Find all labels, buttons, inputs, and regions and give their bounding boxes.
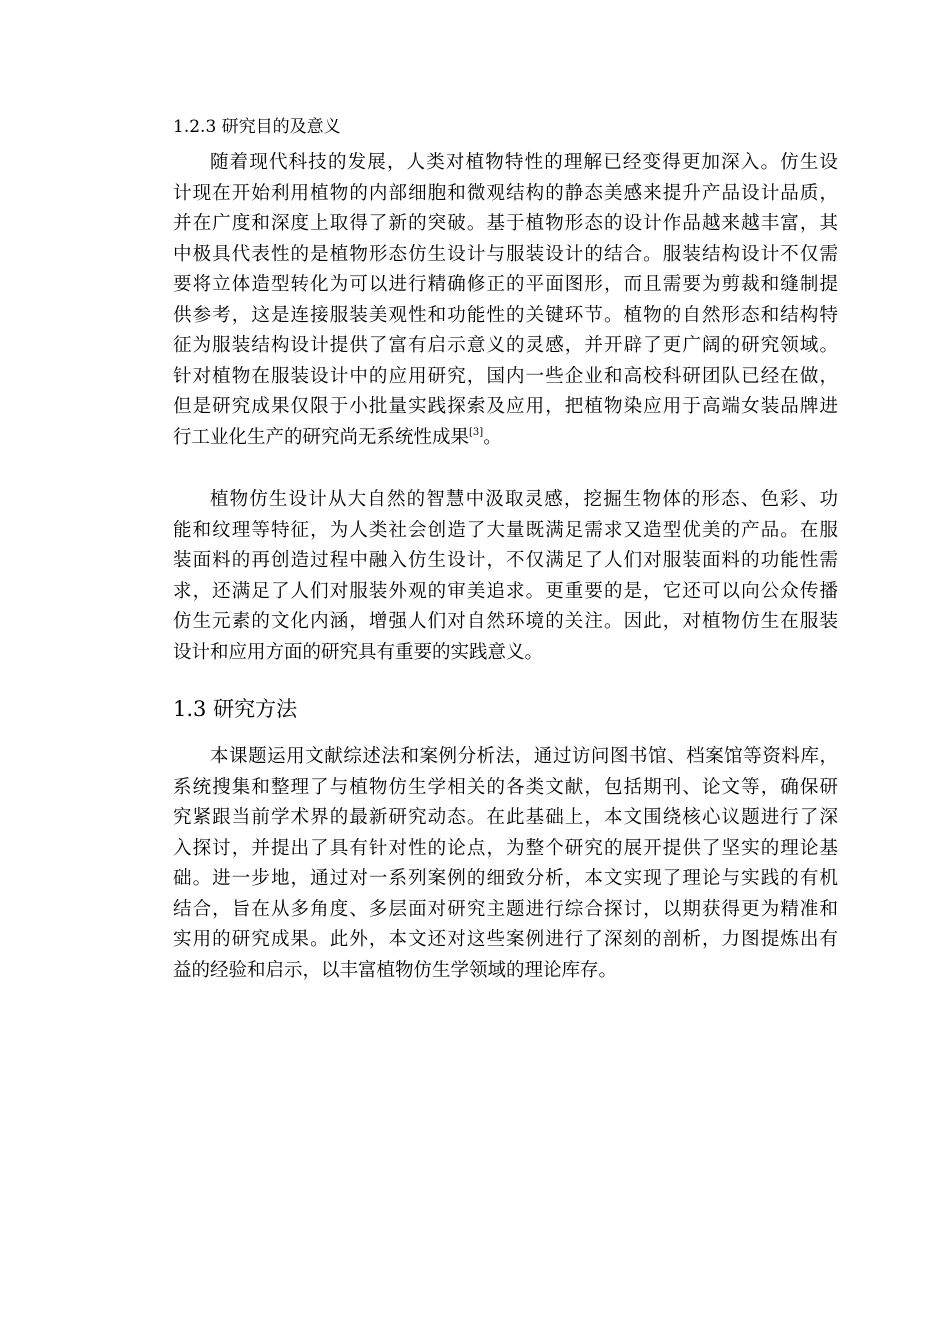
text-line: 能和纹理等特征，为人类社会创造了大量既满足需求又造型优美的产品。在服 — [173, 519, 838, 541]
text-line: 供参考，这是连接服装美观性和功能性的关键环节。植物的自然形态和结构特 — [173, 304, 838, 326]
text-line: 益的经验和启示，以丰富植物仿生学领域的理论库存。 — [173, 959, 618, 981]
citation-reference[interactable]: [3] — [469, 426, 484, 438]
paragraph-purpose — [173, 148, 838, 453]
section-heading-1-3: 1.3 研究方法 — [173, 697, 298, 721]
sentence-end: 。 — [483, 426, 502, 448]
text-line: 并在广度和深度上取得了新的突破。基于植物形态的设计作品越来越丰富，其 — [173, 213, 838, 234]
text-line-content: 行工业化生产的研究尚无系统性成果 — [173, 426, 470, 448]
text-line: 本课题运用文献综述法和案例分析法，通过访问图书馆、档案馆等资料库， — [210, 746, 838, 767]
text-line: 但是研究成果仅限于小批量实践探索及应用，把植物染应用于高端女装品牌进 — [173, 396, 838, 417]
text-line: 础。进一步地，通过对一系列案例的细致分析，本文实现了理论与实践的有机 — [173, 868, 838, 889]
section-heading-1-2-3: 1.2.3 研究目的及意义 — [173, 117, 341, 137]
text-line: 计现在开始利用植物的内部细胞和微观结构的静态美感来提升产品设计品质， — [173, 182, 838, 204]
text-line: 入探讨，并提出了具有针对性的论点，为整个研究的展开提供了坚实的理论基 — [173, 837, 838, 859]
text-line: 装面料的再创造过程中融入仿生设计，不仅满足了人们对服装面料的功能性需 — [173, 550, 838, 571]
text-line: 征为服装结构设计提供了富有启示意义的灵感，并开辟了更广阔的研究领域。 — [173, 335, 838, 356]
text-line: 针对植物在服装设计中的应用研究，国内一些企业和高校科研团队已经在做， — [173, 365, 838, 387]
text-line: 中极具代表性的是植物形态仿生设计与服装设计的结合。服装结构设计不仅需 — [173, 243, 838, 265]
text-line: 要将立体造型转化为可以进行精确修正的平面图形，而且需要为剪裁和缝制提 — [173, 274, 838, 295]
text-line: 设计和应用方面的研究具有重要的实践意义。 — [173, 641, 544, 663]
text-line: 系统搜集和整理了与植物仿生学相关的各类文献，包括期刊、论文等，确保研 — [173, 776, 838, 798]
text-line: 结合，旨在从多角度、多层面对研究主题进行综合探讨，以期获得更为精准和 — [173, 898, 838, 920]
text-line: 究紧跟当前学术界的最新研究动态。在此基础上，本文围绕核心议题进行了深 — [173, 807, 838, 828]
text-line: 随着现代科技的发展，人类对植物特性的理解已经变得更加深入。仿生设 — [210, 152, 838, 173]
text-line: 求，还满足了人们对服装外观的审美追求。更重要的是，它还可以向公众传播 — [173, 580, 838, 602]
text-line: 实用的研究成果。此外，本文还对这些案例进行了深刻的剖析，力图提炼出有 — [173, 929, 838, 950]
text-line: 植物仿生设计从大自然的智慧中汲取灵感，挖掘生物体的形态、色彩、功 — [210, 489, 838, 510]
text-line: 仿生元素的文化内涵，增强人们对自然环境的关注。因此，对植物仿生在服装 — [173, 611, 838, 632]
text-line — [173, 423, 838, 454]
paragraph-significance — [173, 485, 838, 668]
paragraph-methods — [173, 742, 838, 986]
